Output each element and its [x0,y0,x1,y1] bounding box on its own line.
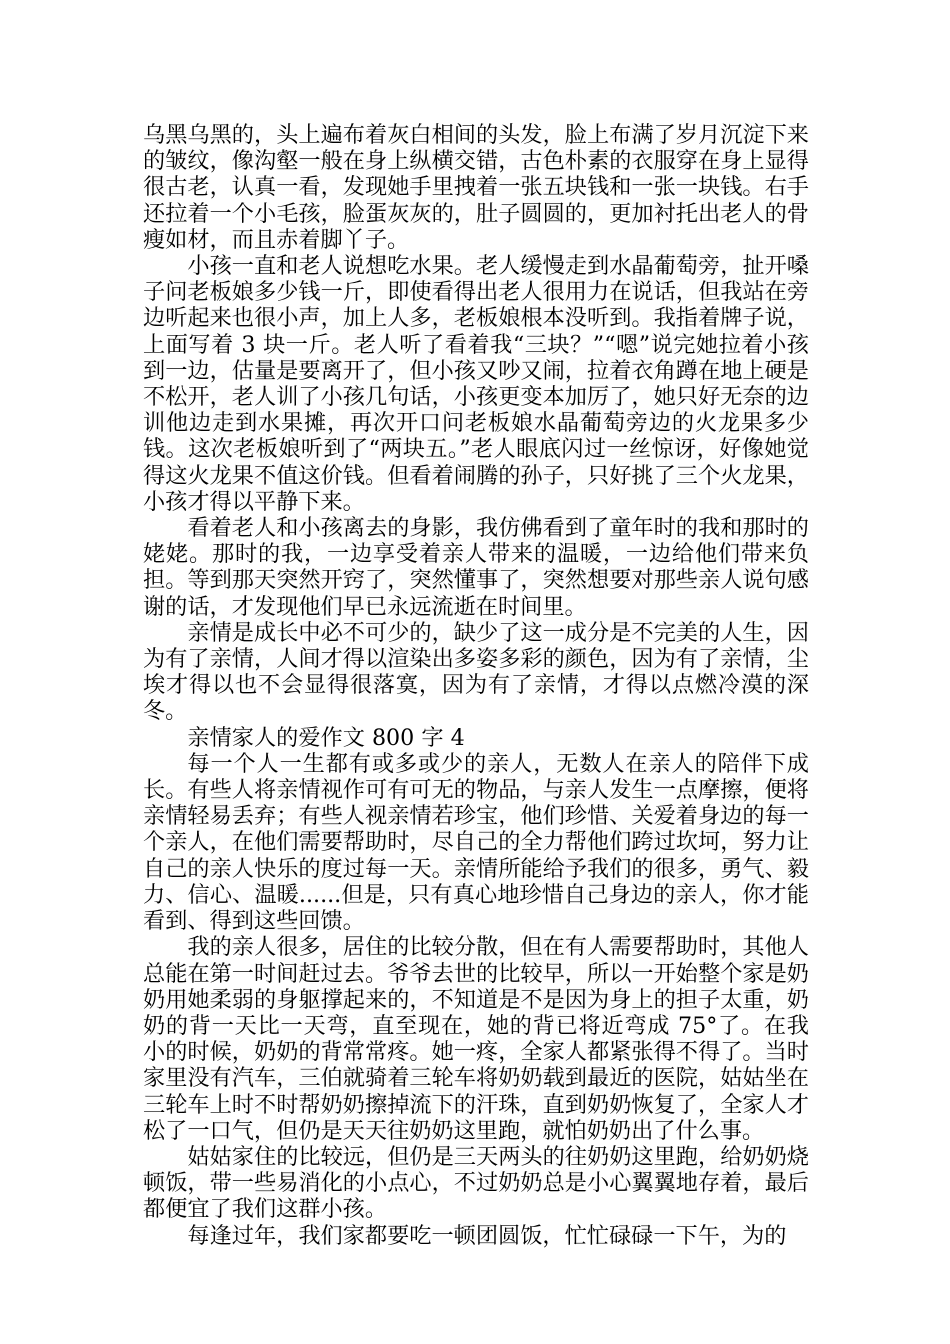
paragraph-relatives: 每一个人一生都有或多或少的亲人，无数人在亲人的陪伴下成长。有些人将亲情视作可有可无的物品，与亲人发生一点摩擦，便将亲情轻易丢弃；有些人视亲情若珍宝，他们珍惜、关爱着身边的每一个亲人，在他们需要帮助时，尽自己的全力帮他们跨过坎坷，努力让自己的亲人快乐的度过每一天。亲情所能给予我们的很多，勇气、毅力、信心、温暖......但是，只有真心地珍惜自己身边的亲人，你才能看到、得到这些回馈。 [143,750,809,935]
paragraph-old-woman-description: 乌黑乌黑的，头上遍布着灰白相间的头发，脸上布满了岁月沉淀下来的皱纹，像沟壑一般在身上纵横交错，古色朴素的衣服穿在身上显得很古老，认真一看，发现她手里拽着一张五块钱和一张一块钱。右手还拉着一个小毛孩，脸蛋灰灰的，肚子圆圆的，更加衬托出老人的骨瘦如材，而且赤着脚丫子。 [143,122,809,253]
paragraph-family-love: 亲情是成长中必不可少的，缺少了这一成分是不完美的人生，因为有了亲情，人间才得以渲染出多姿多彩的颜色，因为有了亲情，尘埃才得以也不会显得很落寞，因为有了亲情，才得以点燃冷漠的深冬。 [143,619,809,725]
paragraph-fruit-stall: 小孩一直和老人说想吃水果。老人缓慢走到水晶葡萄旁，扯开嗓子问老板娘多少钱一斤，即使看得出老人很用力在说话，但我站在旁边听起来也很小声，加上人多，老板娘根本没听到。我指着牌子说，上面写着 3 块一斤。老人听了看着我“三块？”“嗯”说完她拉着小孩到一边，估量是要离开了，但小孩又吵又闹，拉着衣角蹲在地上硬是不松开，老人训了小孩几句话，小孩更变本加厉了，她只好无奈的边训他边走到水果摊，再次开口问老板娘水晶葡萄旁边的火龙果多少钱。这次老板娘听到了“两块五。”老人眼底闪过一丝惊讶，好像她觉得这火龙果不值这价钱。但看着闹腾的孙子，只好挑了三个火龙果，小孩才得以平静下来。 [143,253,809,515]
essay-heading: 亲情家人的爱作文 800 字 4 [187,724,465,751]
paragraph-memory: 看着老人和小孩离去的身影，我仿佛看到了童年时的我和那时的姥姥。那时的我，一边享受着亲人带来的温暖，一边给他们带来负担。等到那天突然开窍了，突然懂事了，突然想要对那些亲人说句感谢的话，才发现他们早已永远流逝在时间里。 [143,515,809,620]
paragraph-new-year: 每逢过年，我们家都要吃一顿团圆饭，忙忙碌碌一下午，为的 [187,1222,787,1249]
paragraph-grandmother: 我的亲人很多，居住的比较分散，但在有人需要帮助时，其他人总能在第一时间赶过去。爷爷去世的比较早，所以一开始整个家是奶奶用她柔弱的身躯撑起来的，不知道是不是因为身上的担子太重，奶奶的背一天比一天弯，直至现在，她的背已将近弯成 75°了。在我小的时候，奶奶的背常常疼。她一疼，全家人都紧张得不得了。当时家里没有汽车，三伯就骑着三轮车将奶奶载到最近的医院，姑姑坐在三轮车上时不时帮奶奶擦掉流下的汗珠，直到奶奶恢复了，全家人才松了一口气，但仍是天天往奶奶这里跑，就怕奶奶出了什么事。 [143,934,809,1144]
document-page [143,122,809,1249]
paragraph-aunt: 姑姑家住的比较远，但仍是三天两头的往奶奶这里跑，给奶奶烧顿饭，带一些易消化的小点心，不过奶奶总是小心翼翼地存着，最后都便宜了我们这群小孩。 [143,1143,809,1223]
